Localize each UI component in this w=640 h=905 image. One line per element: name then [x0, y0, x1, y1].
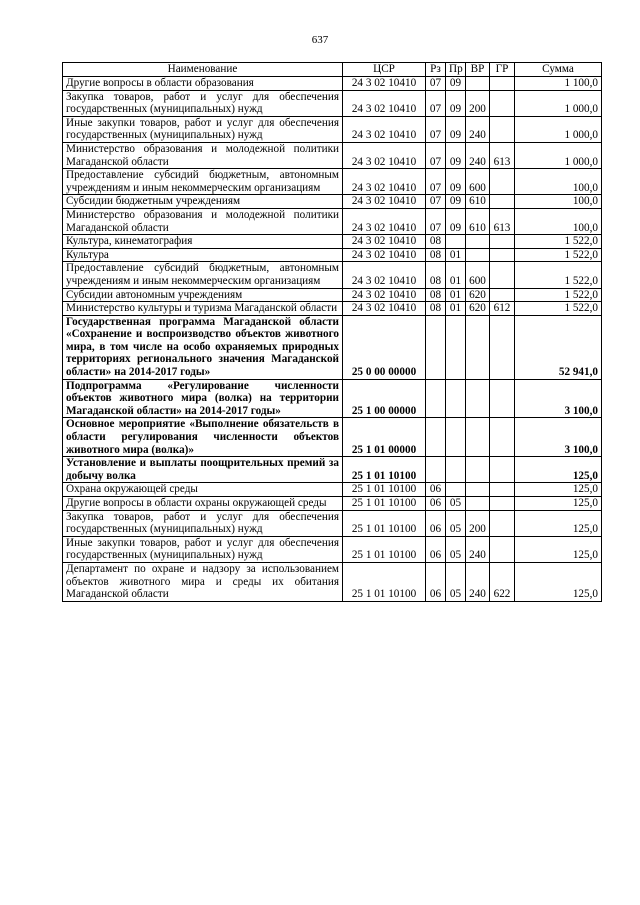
- cell-name: Департамент по охране и надзору за использованием объектов животного мира и среды их обитания Магаданской области: [63, 562, 343, 601]
- table-row: [63, 288, 602, 302]
- cell-pr: 09: [446, 77, 466, 91]
- header-rz: Рз: [426, 63, 446, 77]
- cell-gr: [490, 483, 515, 497]
- cell-gr: [490, 510, 515, 536]
- cell-gr: [490, 90, 515, 116]
- cell-name: Основное мероприятие «Выполнение обязательств в области регулирования численности объектов животного мира (волка)»: [63, 418, 343, 457]
- cell-rz: 07: [426, 142, 446, 168]
- cell-gr: [490, 195, 515, 209]
- cell-sum: 3 100,0: [515, 379, 602, 418]
- cell-vr: 600: [466, 169, 490, 195]
- cell-sum: 100,0: [515, 195, 602, 209]
- cell-vr: 200: [466, 510, 490, 536]
- cell-pr: [446, 235, 466, 249]
- cell-gr: 613: [490, 142, 515, 168]
- header-vr: ВР: [466, 63, 490, 77]
- table-row: [63, 248, 602, 262]
- table-row: [63, 169, 602, 195]
- cell-vr: 240: [466, 536, 490, 562]
- cell-rz: 07: [426, 90, 446, 116]
- cell-sum: 100,0: [515, 169, 602, 195]
- cell-vr: 200: [466, 90, 490, 116]
- cell-vr: 240: [466, 116, 490, 142]
- cell-rz: 07: [426, 77, 446, 91]
- cell-vr: 610: [466, 195, 490, 209]
- cell-name: Другие вопросы в области охраны окружающей среды: [63, 497, 343, 511]
- cell-rz: 06: [426, 483, 446, 497]
- cell-vr: [466, 457, 490, 483]
- cell-gr: [490, 235, 515, 249]
- cell-rz: 08: [426, 302, 446, 316]
- cell-csr: 24 3 02 10410: [343, 142, 426, 168]
- cell-gr: [490, 288, 515, 302]
- cell-vr: [466, 235, 490, 249]
- cell-gr: [490, 379, 515, 418]
- table-row: [63, 315, 602, 379]
- cell-rz: 07: [426, 195, 446, 209]
- cell-pr: [446, 483, 466, 497]
- cell-csr: 24 3 02 10410: [343, 248, 426, 262]
- cell-sum: 1 522,0: [515, 235, 602, 249]
- cell-csr: 24 3 02 10410: [343, 169, 426, 195]
- cell-csr: 25 1 01 10100: [343, 536, 426, 562]
- cell-csr: 24 3 02 10410: [343, 195, 426, 209]
- header-csr: ЦСР: [343, 63, 426, 77]
- cell-csr: 24 3 02 10410: [343, 235, 426, 249]
- cell-name: Предоставление субсидий бюджетным, автономным учреждениям и иным некоммерческим организациям: [63, 169, 343, 195]
- table-row: [63, 208, 602, 234]
- cell-csr: 25 1 01 00000: [343, 418, 426, 457]
- cell-csr: 25 1 01 10100: [343, 562, 426, 601]
- cell-vr: [466, 248, 490, 262]
- cell-pr: 09: [446, 169, 466, 195]
- cell-csr: 24 3 02 10410: [343, 116, 426, 142]
- cell-rz: 07: [426, 208, 446, 234]
- cell-sum: 125,0: [515, 562, 602, 601]
- header-sum: Сумма: [515, 63, 602, 77]
- table-row: [63, 457, 602, 483]
- cell-csr: 24 3 02 10410: [343, 77, 426, 91]
- cell-csr: 25 1 01 10100: [343, 457, 426, 483]
- cell-name: Министерство образования и молодежной политики Магаданской области: [63, 142, 343, 168]
- cell-gr: [490, 248, 515, 262]
- cell-pr: 09: [446, 195, 466, 209]
- cell-name: Предоставление субсидий бюджетным, автономным учреждениям и иным некоммерческим организациям: [63, 262, 343, 288]
- cell-csr: 24 3 02 10410: [343, 288, 426, 302]
- cell-rz: 06: [426, 497, 446, 511]
- cell-name: Культура, кинематография: [63, 235, 343, 249]
- cell-rz: 08: [426, 235, 446, 249]
- table-row: [63, 116, 602, 142]
- table-row: [63, 195, 602, 209]
- cell-csr: 25 1 01 10100: [343, 510, 426, 536]
- table-row: [63, 483, 602, 497]
- cell-gr: 613: [490, 208, 515, 234]
- cell-csr: 25 0 00 00000: [343, 315, 426, 379]
- table-header-row: [63, 63, 602, 77]
- cell-pr: 09: [446, 208, 466, 234]
- cell-pr: [446, 315, 466, 379]
- cell-pr: [446, 418, 466, 457]
- header-gr: ГР: [490, 63, 515, 77]
- cell-gr: [490, 77, 515, 91]
- cell-gr: 622: [490, 562, 515, 601]
- cell-name: Иные закупки товаров, работ и услуг для обеспечения государственных (муниципальных) нужд: [63, 116, 343, 142]
- cell-vr: 240: [466, 562, 490, 601]
- cell-pr: 09: [446, 116, 466, 142]
- cell-sum: 1 000,0: [515, 116, 602, 142]
- cell-name: Охрана окружающей среды: [63, 483, 343, 497]
- cell-name: Другие вопросы в области образования: [63, 77, 343, 91]
- cell-sum: 125,0: [515, 510, 602, 536]
- cell-sum: 1 522,0: [515, 262, 602, 288]
- cell-rz: 08: [426, 288, 446, 302]
- cell-name: Государственная программа Магаданской области «Сохранение и воспроизводство объектов животного мира, в том числе на особо охраняемых природных территориях регионального значения Магаданской области» на 2014-2017 годы»: [63, 315, 343, 379]
- cell-gr: [490, 262, 515, 288]
- table-row: [63, 235, 602, 249]
- cell-vr: [466, 379, 490, 418]
- cell-pr: 01: [446, 288, 466, 302]
- cell-vr: 620: [466, 288, 490, 302]
- cell-csr: 25 1 00 00000: [343, 379, 426, 418]
- cell-sum: 100,0: [515, 208, 602, 234]
- cell-pr: 01: [446, 262, 466, 288]
- cell-name: Закупка товаров, работ и услуг для обеспечения государственных (муниципальных) нужд: [63, 510, 343, 536]
- cell-pr: [446, 457, 466, 483]
- cell-pr: [446, 379, 466, 418]
- table-body: [63, 77, 602, 602]
- cell-gr: [490, 315, 515, 379]
- table-row: [63, 510, 602, 536]
- cell-vr: 600: [466, 262, 490, 288]
- cell-csr: 24 3 02 10410: [343, 302, 426, 316]
- table-row: [63, 302, 602, 316]
- cell-rz: 06: [426, 536, 446, 562]
- table-row: [63, 379, 602, 418]
- cell-name: Культура: [63, 248, 343, 262]
- cell-pr: 09: [446, 142, 466, 168]
- cell-vr: 240: [466, 142, 490, 168]
- cell-pr: 01: [446, 248, 466, 262]
- cell-name: Подпрограмма «Регулирование численности объектов животного мира (волка) на территории Магаданской области» на 2014-2017 годы»: [63, 379, 343, 418]
- table-row: [63, 536, 602, 562]
- table-row: [63, 562, 602, 601]
- cell-rz: 08: [426, 262, 446, 288]
- cell-sum: 3 100,0: [515, 418, 602, 457]
- cell-vr: [466, 77, 490, 91]
- table-row: [63, 90, 602, 116]
- cell-sum: 1 100,0: [515, 77, 602, 91]
- cell-sum: 125,0: [515, 497, 602, 511]
- table-row: [63, 418, 602, 457]
- cell-pr: 05: [446, 497, 466, 511]
- cell-gr: [490, 116, 515, 142]
- cell-rz: 06: [426, 510, 446, 536]
- header-name: Наименование: [63, 63, 343, 77]
- cell-name: Министерство образования и молодежной политики Магаданской области: [63, 208, 343, 234]
- cell-sum: 1 522,0: [515, 302, 602, 316]
- cell-csr: 25 1 01 10100: [343, 497, 426, 511]
- cell-gr: [490, 418, 515, 457]
- cell-gr: [490, 457, 515, 483]
- cell-sum: 125,0: [515, 536, 602, 562]
- cell-name: Субсидии автономным учреждениям: [63, 288, 343, 302]
- cell-csr: 25 1 01 10100: [343, 483, 426, 497]
- cell-pr: 05: [446, 510, 466, 536]
- cell-pr: 01: [446, 302, 466, 316]
- cell-rz: 06: [426, 562, 446, 601]
- cell-sum: 125,0: [515, 457, 602, 483]
- cell-rz: 08: [426, 248, 446, 262]
- cell-sum: 1 522,0: [515, 288, 602, 302]
- cell-sum: 1 522,0: [515, 248, 602, 262]
- page-number: 637: [311, 34, 329, 46]
- cell-rz: [426, 418, 446, 457]
- cell-name: Иные закупки товаров, работ и услуг для обеспечения государственных (муниципальных) нужд: [63, 536, 343, 562]
- cell-name: Установление и выплаты поощрительных премий за добычу волка: [63, 457, 343, 483]
- cell-rz: 07: [426, 169, 446, 195]
- cell-vr: [466, 497, 490, 511]
- cell-vr: [466, 483, 490, 497]
- budget-table: [62, 62, 602, 602]
- cell-pr: 05: [446, 562, 466, 601]
- table-row: [63, 77, 602, 91]
- cell-sum: 125,0: [515, 483, 602, 497]
- header-pr: Пр: [446, 63, 466, 77]
- cell-vr: 610: [466, 208, 490, 234]
- cell-sum: 1 000,0: [515, 90, 602, 116]
- cell-gr: [490, 497, 515, 511]
- cell-rz: 07: [426, 116, 446, 142]
- cell-rz: [426, 379, 446, 418]
- table-row: [63, 262, 602, 288]
- cell-rz: [426, 457, 446, 483]
- cell-csr: 24 3 02 10410: [343, 262, 426, 288]
- cell-vr: 620: [466, 302, 490, 316]
- cell-sum: 52 941,0: [515, 315, 602, 379]
- cell-pr: 09: [446, 90, 466, 116]
- table-row: [63, 142, 602, 168]
- table-row: [63, 497, 602, 511]
- cell-pr: 05: [446, 536, 466, 562]
- cell-name: Министерство культуры и туризма Магаданской области: [63, 302, 343, 316]
- cell-sum: 1 000,0: [515, 142, 602, 168]
- cell-vr: [466, 315, 490, 379]
- cell-csr: 24 3 02 10410: [343, 90, 426, 116]
- cell-csr: 24 3 02 10410: [343, 208, 426, 234]
- cell-gr: [490, 169, 515, 195]
- cell-name: Субсидии бюджетным учреждениям: [63, 195, 343, 209]
- cell-name: Закупка товаров, работ и услуг для обеспечения государственных (муниципальных) нужд: [63, 90, 343, 116]
- cell-vr: [466, 418, 490, 457]
- cell-gr: [490, 536, 515, 562]
- cell-rz: [426, 315, 446, 379]
- cell-gr: 612: [490, 302, 515, 316]
